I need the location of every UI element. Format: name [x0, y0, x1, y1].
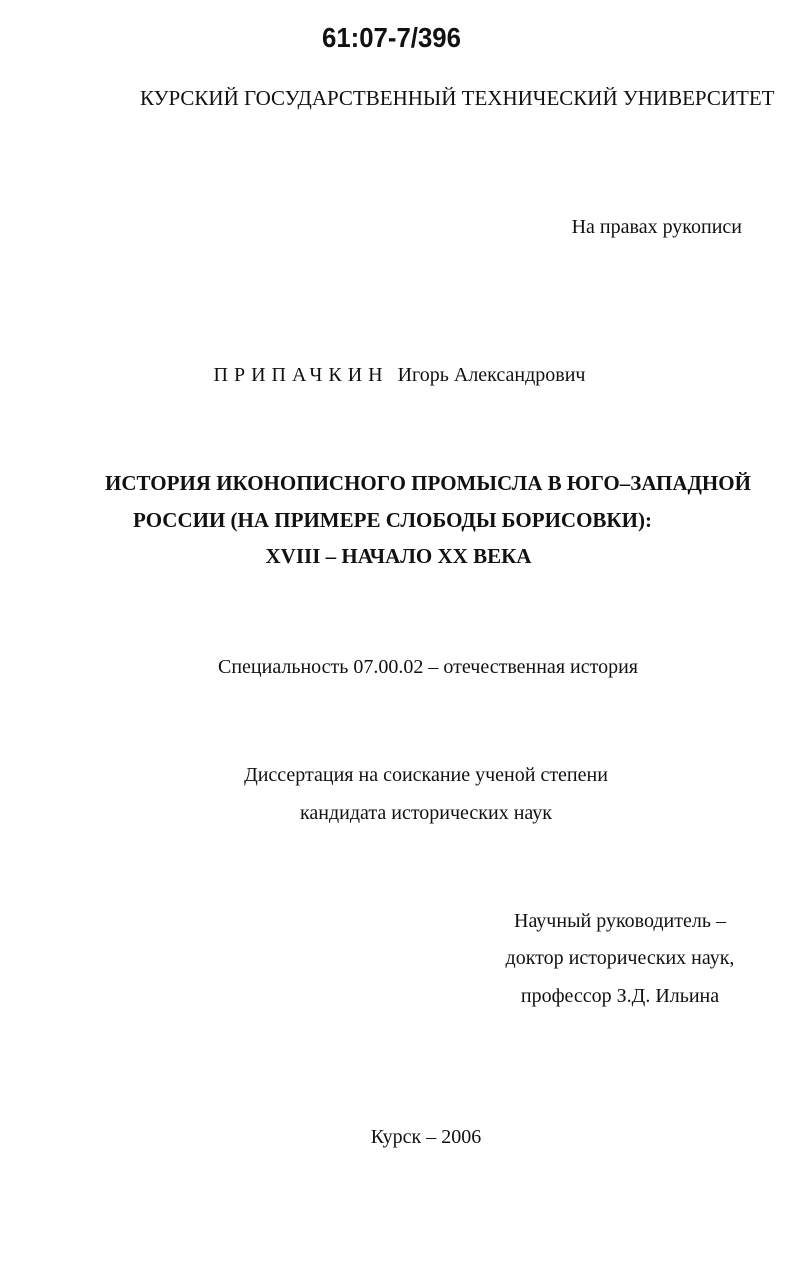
- author-given-names: Игорь Александрович: [397, 364, 586, 386]
- title-line-2: РОССИИ (НА ПРИМЕРЕ СЛОБОДЫ БОРИСОВКИ):: [133, 508, 652, 532]
- rights-note: На правах рукописи: [571, 216, 742, 238]
- author-surname: ПРИПАЧКИН: [213, 364, 389, 386]
- place-year: Курск – 2006: [370, 1126, 482, 1148]
- author-name: [0, 364, 799, 387]
- specialty: Специальность 07.00.02 – отечественная история: [218, 656, 638, 678]
- dissertation-line-2: кандидата исторических наук: [299, 802, 553, 824]
- advisor-line-3: профессор З.Д. Ильина: [520, 985, 720, 1007]
- advisor-line-1: Научный руководитель –: [514, 910, 726, 932]
- university-name: КУРСКИЙ ГОСУДАРСТВЕННЫЙ ТЕХНИЧЕСКИЙ УНИВЕРСИТЕТ: [140, 86, 775, 110]
- title-line-1: ИСТОРИЯ ИКОНОПИСНОГО ПРОМЫСЛА В ЮГО–ЗАПАДНОЙ: [105, 471, 751, 495]
- document-code: 61:07-7/396: [322, 22, 461, 53]
- title-line-3: XVIII – НАЧАЛО XX ВЕКА: [265, 544, 532, 568]
- dissertation-line-1: Диссертация на соискание ученой степени: [244, 764, 608, 786]
- advisor-line-2: доктор исторических наук,: [505, 947, 735, 969]
